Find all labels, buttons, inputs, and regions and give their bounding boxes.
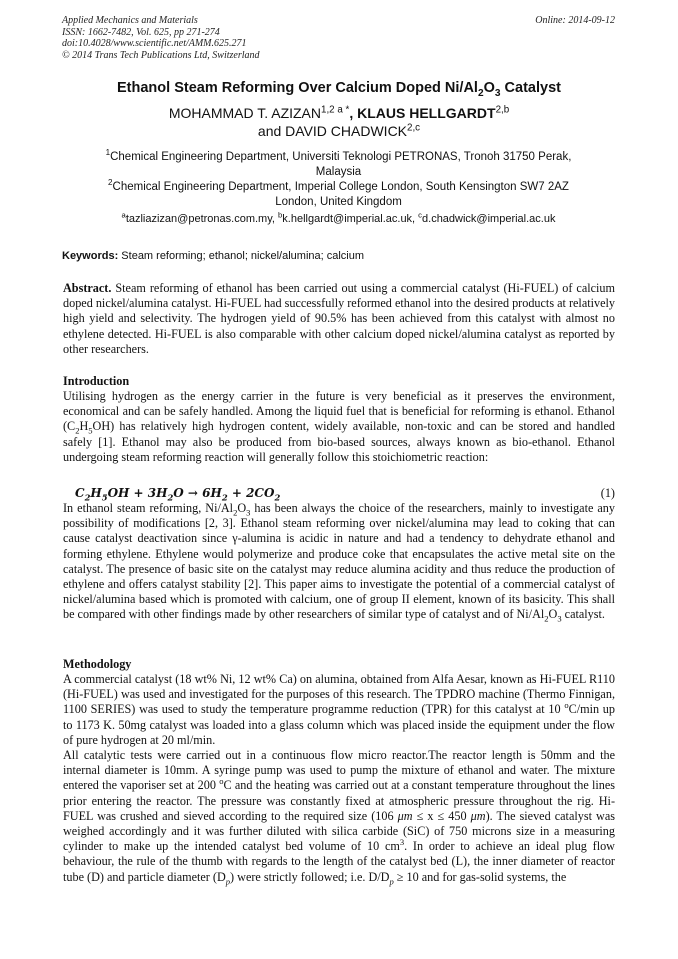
abstract: Abstract. Steam reforming of ethanol has been carried out using a commercial catalyst (Hi-FUEL) of calcium doped nickel/alumina catalyst. Hi-FUEL had successfully reformed ethanol into the desired products at relatively high yield and selectivity. The hydrogen yield of 90.5% has been achieved from this catalyst with almost no ethylene detected. Hi-FUEL is also comparable with other calcium doped nickel/alumina catalyst as reported by other researchers.: [63, 281, 615, 356]
email-hellgardt[interactable]: k.hellgardt@imperial.ac.uk,: [282, 213, 419, 225]
equation-number: (1): [600, 486, 615, 500]
section-introduction-heading: Introduction: [63, 374, 130, 388]
email-chadwick[interactable]: d.chadwick@imperial.ac.uk: [422, 213, 556, 225]
keywords: Keywords: Steam reforming; ethanol; nickel/alumina; calcium: [62, 250, 365, 262]
paper-title: Ethanol Steam Reforming Over Calcium Doped $Ni/Al_2O_3$ Catalyst: [117, 80, 561, 99]
copyright-line: © 2014 Trans Tech Publications Ltd, Switzerland: [62, 49, 260, 61]
affiliation-1: $^1$Chemical Engineering Department, Universiti Teknologi PETRONAS, Tronoh 31750 Perak, Malaysia: [105, 148, 572, 178]
journal-header: [62, 15, 615, 61]
issn-line: ISSN: 1662-7482, Vol. 625, pp 271-274: [62, 26, 220, 38]
author-hellgardt: , KLAUS HELLGARDT: [349, 105, 496, 121]
introduction-paragraph-2: In ethanol steam reforming, $Ni/Al_2O_3$ has been always the choice of the researchers, mainly to investigate any possibility of modifications [2, 3]. Ethanol steam reforming over nickel/alumina may lead to coking that can cause catalyst deactivation since γ-alumina is acidic in nature and had a tendency to dehydrate ethanol and forming ethylene. Ethylene would polymerize and produce coke that encapsulates the active metal site on the catalyst. The presence of basic site on the catalyst may reduce alumina acidity and thus reduce the production of ethylene and offers catalyst stability [2]. This paper aims to investigate the potential of a commercial catalyst of nickel/alumina based which is promoted with calcium, one of group II element, known of its basicity. This shall be compared with other findings made by other researchers of similar type of catalyst and of $Ni/Al_2O_3$ catalyst.: [63, 501, 615, 624]
author-chadwick: and DAVID CHADWICK: [257, 123, 408, 139]
methodology-paragraph-1: A commercial catalyst (18 wt% Ni, 12 wt% Ca) on alumina, obtained from Alfa Aesar, known as Hi-FUEL R110 (Hi-FUEL) was used and investigated for the purposes of this research. The TPDRO machine (Thermo Finnigan, 1100 SERIES) was used to study the temperature programme reduction (TPR) for this catalyst at 10 $^o$C/min up to 1173 K. 50mg catalyst was loaded into a glass column which was placed inside the equipment under the flow of pure hydrogen at 20 ml/min.: [63, 672, 615, 747]
author-azizan: MOHAMMAD T. AZIZAN: [168, 105, 322, 121]
methodology-paragraph-2: All catalytic tests were carried out in a continuous flow micro reactor.The reactor length is 50mm and the internal diameter is 10mm. A syringe pump was used to pump the mixture of ethanol and water. The mixture entered the vaporiser set at 200 $^o$C and the heating was carried out at a constant temperature throughout the lines prior entering the reactor. The pressure was constantly fixed at atmospheric pressure throughout the rig. Hi-FUEL was crushed and sieved according to the required size (106 μm ≤ x ≤ 450 μm). The sieved catalyst was weighed accordingly and it was further diluted with silica carbide (SiC) of 750 microns size in a measuring cylinder to make up the intended catalyst bed volume of 10 $cm^3$. In order to achieve an ideal plug flow behaviour, the rule of the thumb with regards to the length of the catalyst bed (L), the inner diameter of reactor tube (D) and particle diameter $(D_p)$ were strictly followed; i.e. $D/D_p \ge 10$ and for gas-solid systems, the: [63, 748, 615, 887]
doi-line[interactable]: doi:10.4028/www.scientific.net/AMM.625.271: [62, 38, 247, 49]
affiliation-2: $^2$Chemical Engineering Department, Imperial College London, South Kensington SW7 2AZ London, United Kingdom: [108, 178, 569, 208]
equation-1: $C_2H_5OH + 3H_2O \to 6H_2 + 2CO_2$ (1): [75, 486, 615, 503]
methodology-paragraphs: [63, 672, 615, 885]
section-methodology-heading: Methodology: [63, 657, 132, 671]
online-date: Online: 2014-09-12: [535, 15, 615, 26]
email-line: $^a$tazliazizan@petronas.com.my, $^b$k.hellgardt@imperial.ac.uk, $^c$d.chadwick@imperial.ac.uk: [121, 210, 556, 225]
journal-name: Applied Mechanics and Materials: [62, 15, 198, 26]
author-list: MOHAMMAD T. $AZIZAN^{1,2 a *}$, KLAUS HELLGARDT$^{2,b}$ and DAVID CHADWICK$^{2,c}$: [168, 104, 510, 139]
introduction-paragraph-1: Utilising hydrogen as the energy carrier in the future is very beneficial as it preserves the environment, economical and can be safely handled. Among the liquid fuel that is beneficial for reforming is ethanol. Ethanol $(C_2H_5OH)$ has relatively high hydrogen content, widely available, non-toxic and can be stored and handled safely [1]. Ethanol may also be produced from bio-based sources, always known as bio-ethanol. Ethanol undergoing steam reforming reaction will generally follow this stoichiometric reaction:: [63, 389, 615, 464]
email-azizan[interactable]: tazliazizan@petronas.com.my,: [125, 213, 278, 225]
